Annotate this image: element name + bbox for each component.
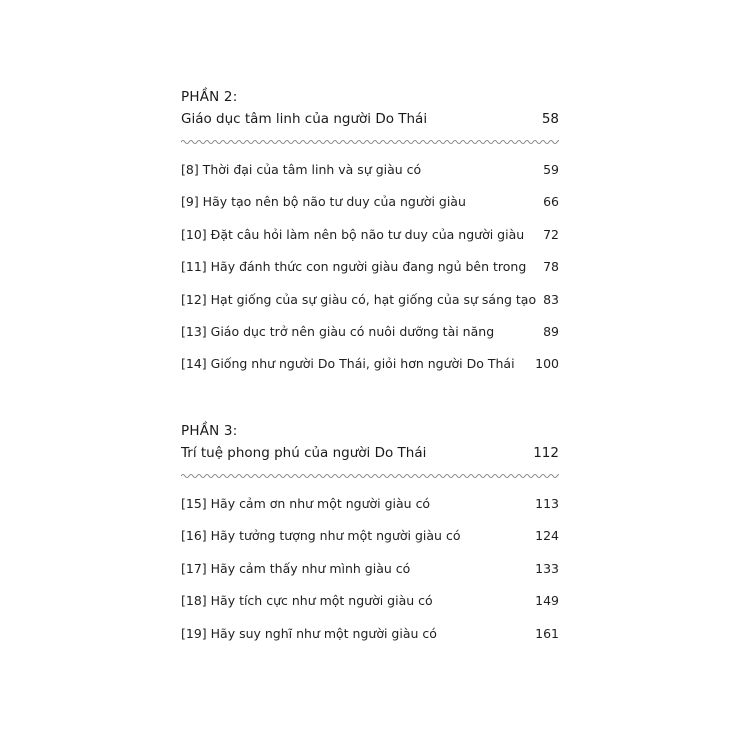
part-3-label: PHẦN 3: [181, 423, 238, 439]
toc-item-9[interactable] [181, 194, 559, 226]
part-2-toc-list [181, 162, 559, 389]
wavy-divider [181, 139, 559, 145]
part-2-title-row[interactable] [181, 111, 559, 127]
toc-item-10[interactable] [181, 227, 559, 259]
toc-item-page-number: 72 [543, 226, 559, 242]
part-2-section [181, 89, 559, 389]
toc-item-page-number: 149 [535, 593, 559, 609]
part-3-title: Trí tuệ phong phú của người Do Thái [181, 445, 427, 461]
part-2-title: Giáo dục tâm linh của người Do Thái [181, 111, 428, 127]
toc-item-14[interactable] [181, 356, 559, 388]
toc-item-19[interactable] [181, 626, 559, 658]
toc-item-page-number: 59 [543, 162, 559, 177]
part-2-page-number: 58 [541, 111, 559, 127]
toc-item-page-number: 83 [543, 291, 559, 307]
toc-item-17[interactable] [181, 561, 559, 593]
toc-item-title: [19] Hãy suy nghĩ như một người giàu có [181, 625, 437, 641]
toc-item-title: [9] Hãy tạo nên bộ não tư duy của người giàu [181, 194, 466, 210]
toc-item-title: [14] Giống như người Do Thái, giỏi hơn người Do Thái [181, 356, 515, 372]
toc-item-title: [18] Hãy tích cực như một người giàu có [181, 593, 433, 609]
toc-item-page-number: 66 [543, 194, 559, 210]
part-3-title-row[interactable] [181, 445, 559, 461]
toc-item-11[interactable] [181, 259, 559, 291]
toc-item-title: [13] Giáo dục trở nên giàu có nuôi dưỡng tài năng [181, 323, 495, 339]
toc-item-page-number: 161 [535, 625, 559, 641]
toc-item-18[interactable] [181, 593, 559, 625]
part-3-page-number: 112 [533, 445, 559, 461]
toc-item-page-number: 133 [535, 560, 559, 576]
wavy-divider-line [181, 140, 559, 143]
toc-item-title: [11] Hãy đánh thức con người giàu đang ngủ bên trong [181, 259, 527, 275]
toc-item-12[interactable] [181, 292, 559, 324]
part-3-toc-list [181, 496, 559, 658]
wavy-divider [181, 473, 559, 479]
toc-item-16[interactable] [181, 528, 559, 560]
toc-item-title: [16] Hãy tưởng tượng như một người giàu có [181, 528, 461, 544]
part-3-section [181, 423, 559, 658]
part-2-label: PHẦN 2: [181, 89, 238, 105]
toc-item-page-number: 124 [535, 528, 559, 544]
wavy-divider-line [181, 474, 559, 477]
toc-item-8[interactable] [181, 162, 559, 194]
toc-item-title: [12] Hạt giống của sự giàu có, hạt giống của sự sáng tạo [181, 291, 537, 307]
toc-item-title: [15] Hãy cảm ơn như một người giàu có [181, 496, 431, 511]
toc-item-page-number: 113 [535, 496, 559, 511]
toc-item-13[interactable] [181, 324, 559, 356]
toc-item-title: [10] Đặt câu hỏi làm nên bộ não tư duy của người giàu [181, 226, 525, 242]
toc-item-title: [8] Thời đại của tâm linh và sự giàu có [181, 162, 422, 177]
toc-item-page-number: 78 [543, 259, 559, 275]
toc-item-title: [17] Hãy cảm thấy như mình giàu có [181, 560, 411, 576]
toc-item-page-number: 89 [543, 323, 559, 339]
toc-item-15[interactable] [181, 496, 559, 528]
toc-item-page-number: 100 [535, 356, 559, 372]
